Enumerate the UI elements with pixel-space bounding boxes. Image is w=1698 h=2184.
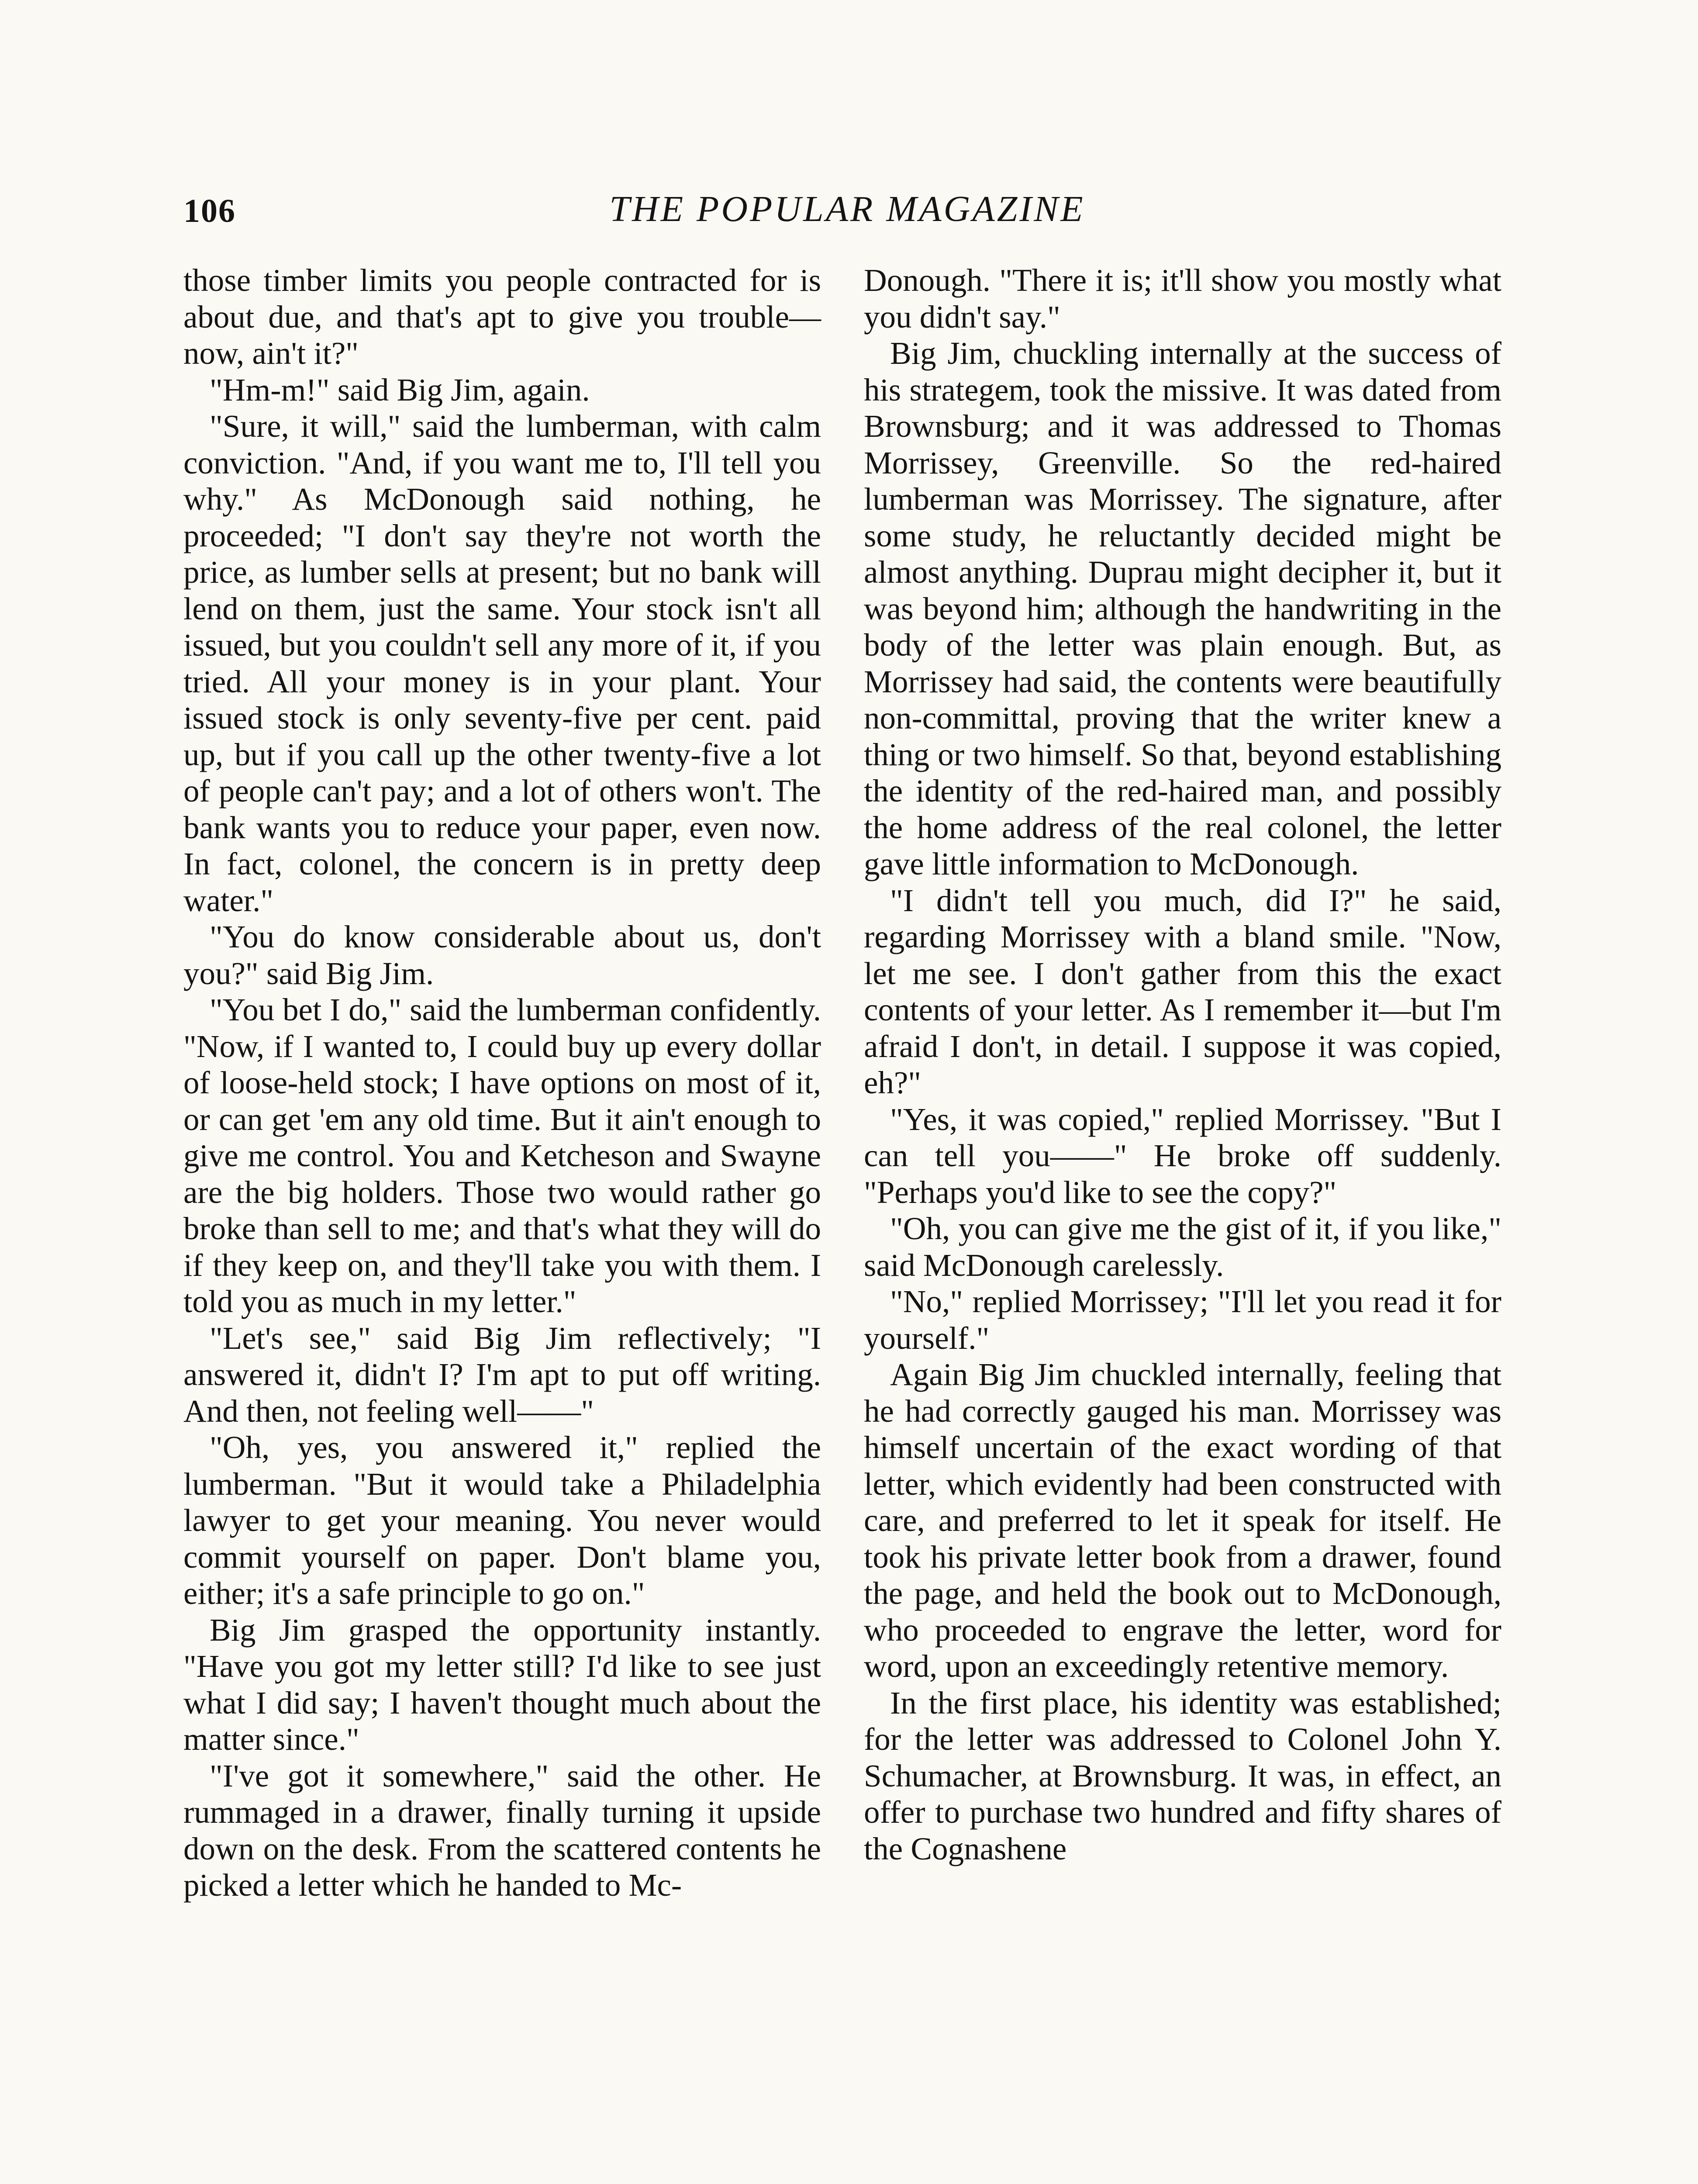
paragraph: "Let's see," said Big Jim reflectively; "I answered it, didn't I? I'm apt to put off writing. And then, not feeling well——" bbox=[183, 1320, 821, 1429]
paragraph: "Sure, it will," said the lumberman, with calm conviction. "And, if you want me to, I'll tell you why." As McDonough said nothing, he proceeded; "I don't say they're not worth the price, as lumber sells at present; but no bank will lend on them, just the same. Your stock isn't all issued, but you couldn't sell any more of it, if you tried. All your money is in your plant. Your issued stock is only seventy-five per cent. paid up, but if you call up the other twenty-five a lot of people can't pay; and a lot of others won't. The bank wants you to reduce your paper, even now. In fact, colonel, the concern is in pretty deep water." bbox=[183, 408, 821, 918]
right-text-column bbox=[864, 262, 1501, 1867]
paragraph: those timber limits you people contracted for is about due, and that's apt to give you trouble—now, ain't it?" bbox=[183, 263, 821, 371]
paragraph: "I've got it somewhere," said the other. He rummaged in a drawer, finally turning it upside down on the desk. From the scattered contents he picked a letter which he handed to Mc- bbox=[183, 1758, 821, 1903]
running-head: THE POPULAR MAGAZINE bbox=[609, 189, 1085, 229]
paragraph: Big Jim grasped the opportunity instantly. "Have you got my letter still? I'd like to see just what I did say; I haven't thought much about the matter since." bbox=[183, 1612, 821, 1757]
paragraph: "Oh, you can give me the gist of it, if you like," said McDonough carelessly. bbox=[864, 1211, 1501, 1283]
paragraph: "You do know considerable about us, don't you?" said Big Jim. bbox=[183, 919, 821, 991]
paragraph: "Hm-m!" said Big Jim, again. bbox=[210, 372, 590, 408]
paragraph: "No," replied Morrissey; "I'll let you read it for yourself." bbox=[864, 1284, 1501, 1356]
paragraph: "Yes, it was copied," replied Morrissey. "But I can tell you——" He broke off suddenly. "Perhaps you'd like to see the copy?" bbox=[864, 1101, 1501, 1210]
paragraph: In the first place, his identity was established; for the letter was addressed to Colonel John Y. Schumacher, at Brownsburg. It was, in effect, an offer to purchase two hundred and fifty shares of the Cognashene bbox=[864, 1685, 1501, 1866]
page-header bbox=[183, 183, 1511, 245]
paragraph: Big Jim, chuckling internally at the success of his strategem, took the missive. It was dated from Brownsburg; and it was addressed to Thomas Morrissey, Greenville. So the red-haired lumberman was Morrissey. The signature, after some study, he reluctantly decided might be almost anything. Duprau might decipher it, but it was beyond him; although the handwriting in the body of the letter was plain enough. But, as Morrissey had said, the contents were beautifully non-committal, proving that the writer knew a thing or two himself. So that, beyond establishing the identity of the red-haired man, and possibly the home address of the real colonel, the letter gave little information to McDonough. bbox=[864, 335, 1501, 881]
paragraph: "Oh, yes, you answered it," replied the lumberman. "But it would take a Philadelphia lawyer to get your meaning. You never would commit yourself on paper. Don't blame you, either; it's a safe principle to go on." bbox=[183, 1430, 821, 1611]
page-number: 106 bbox=[183, 193, 236, 229]
paragraph: "I didn't tell you much, did I?" he said, regarding Morrissey with a bland smile. "Now, let me see. I don't gather from this the exact contents of your letter. As I remember it—but I'm afraid I don't, in detail. I suppose it was copied, eh?" bbox=[864, 882, 1501, 1100]
paragraph: Again Big Jim chuckled internally, feeling that he had correctly gauged his man. Morrissey was himself uncertain of the exact wording of that letter, which evidently had been constructed with care, and preferred to let it speak for itself. He took his private letter book from a drawer, found the page, and held the book out to McDonough, who proceeded to engrave the letter, word for word, upon an exceedingly retentive memory. bbox=[864, 1357, 1501, 1684]
left-text-column bbox=[183, 262, 821, 1904]
paragraph: Donough. "There it is; it'll show you mostly what you didn't say." bbox=[864, 263, 1501, 335]
paragraph: "You bet I do," said the lumberman confidently. "Now, if I wanted to, I could buy up every dollar of loose-held stock; I have options on most of it, or can get 'em any old time. But it ain't enough to give me control. You and Ketcheson and Swayne are the big holders. Those two would rather go broke than sell to me; and that's what they will do if they keep on, and they'll take you with them. I told you as much in my letter." bbox=[183, 992, 821, 1319]
